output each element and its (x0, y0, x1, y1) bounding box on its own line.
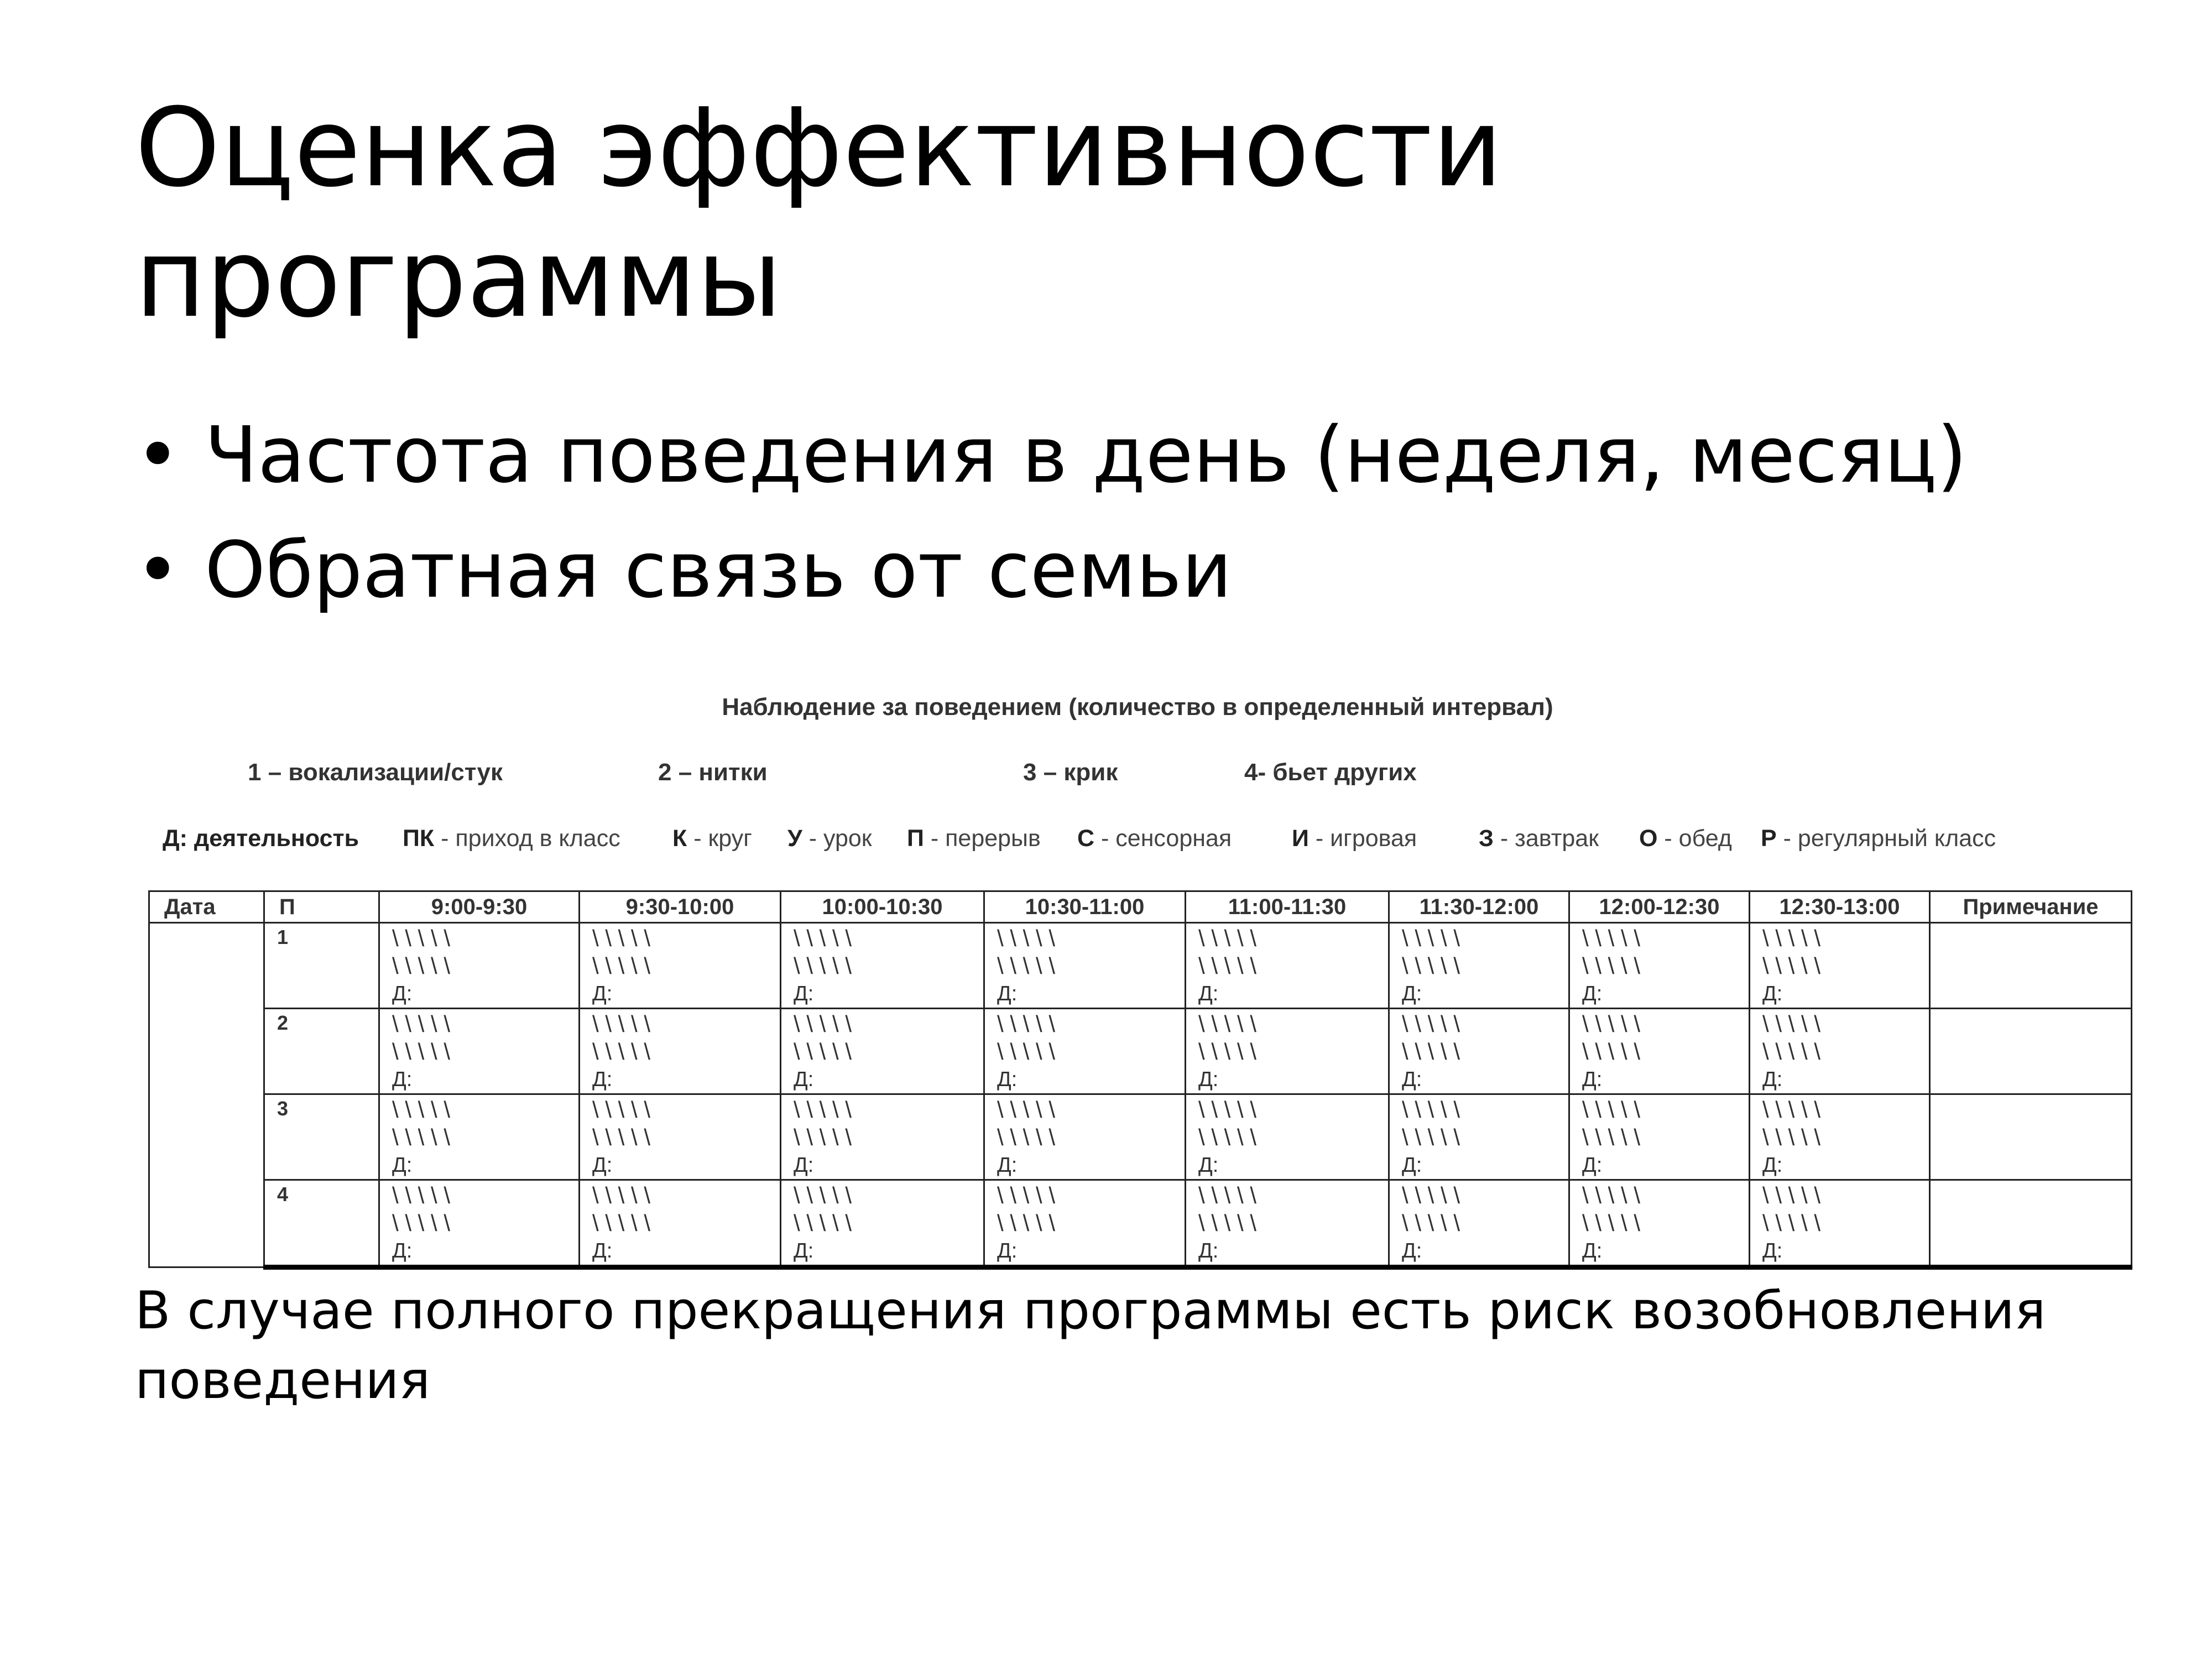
header-note: Примечание (1930, 891, 2132, 923)
tally-cell (984, 923, 1186, 1009)
activity-prefix: Д: (1198, 1068, 1219, 1091)
tally-marks: \ \ \ \ \ (392, 953, 451, 979)
tally-marks: \ \ \ \ \ (1762, 1210, 1821, 1236)
activity-prefix: Д: (1402, 1239, 1422, 1262)
activity-prefix: Д: (392, 982, 413, 1005)
activity-prefix: Д: (1402, 1068, 1422, 1091)
activity-prefix: Д: (794, 982, 814, 1005)
activity-prefix: Д: (1762, 1239, 1783, 1262)
activity-item: И - игровая (1292, 825, 1417, 852)
activity-item: П - перерыв (907, 825, 1041, 852)
bullet-text: Частота поведения в день (неделя, месяц) (205, 410, 1968, 500)
activity-item: Р - регулярный класс (1761, 825, 1996, 852)
tally-marks: \ \ \ \ \ (794, 1124, 852, 1150)
tally-marks: \ \ \ \ \ (1198, 1011, 1257, 1037)
activity-prefix: Д: (997, 1154, 1018, 1177)
tally-cell (379, 1180, 580, 1267)
activity-prefix: Д: (1582, 982, 1603, 1005)
note-cell (1930, 1009, 2132, 1094)
form-title: Наблюдение за поведением (количество в определенный интервал) (722, 693, 1553, 721)
activity-prefix: Д: (1762, 982, 1783, 1005)
tally-marks: \ \ \ \ \ (1198, 925, 1257, 951)
activity-prefix: Д: (1198, 982, 1219, 1005)
tally-marks: \ \ \ \ \ (592, 953, 651, 979)
activity-item: К - круг (672, 825, 752, 852)
activity-prefix: Д: (1198, 1154, 1219, 1177)
activity-prefix: Д: (1582, 1068, 1603, 1091)
tally-cell (1186, 1009, 1389, 1094)
activity-prefix: Д: (1582, 1154, 1603, 1177)
tally-marks: \ \ \ \ \ (392, 1011, 451, 1037)
tally-marks: \ \ \ \ \ (392, 1124, 451, 1150)
header-interval: 10:00-10:30 (781, 891, 984, 923)
tally-cell (1750, 1009, 1930, 1094)
activity-prefix: Д: (794, 1154, 814, 1177)
activity-prefix: Д: (392, 1068, 413, 1091)
table-row (149, 923, 2132, 1009)
behavior-item: 1 – вокализации/стук (248, 759, 503, 786)
bullet-text: Обратная связь от семьи (205, 525, 1232, 615)
tally-marks: \ \ \ \ \ (794, 1011, 852, 1037)
behavior-item: 2 – нитки (658, 759, 768, 786)
tally-cell (1186, 923, 1389, 1009)
behavior-number: 4 (277, 1183, 289, 1206)
tally-cell (1186, 1180, 1389, 1267)
tally-cell (781, 1009, 984, 1094)
header-interval: 12:00-12:30 (1569, 891, 1750, 923)
tally-marks: \ \ \ \ \ (392, 1039, 451, 1065)
tally-marks: \ \ \ \ \ (997, 1011, 1056, 1037)
tally-marks: \ \ \ \ \ (392, 1097, 451, 1123)
behavior-number-cell (264, 1009, 379, 1094)
tally-marks: \ \ \ \ \ (1582, 953, 1641, 979)
tally-marks: \ \ \ \ \ (392, 1182, 451, 1208)
tally-marks: \ \ \ \ \ (1198, 1182, 1257, 1208)
activity-prefix: Д: (592, 982, 613, 1005)
tally-cell (1389, 1180, 1569, 1267)
tally-marks: \ \ \ \ \ (1402, 925, 1460, 951)
tally-cell (1186, 1094, 1389, 1180)
tally-cell (984, 1009, 1186, 1094)
observation-form-image (145, 680, 2130, 1277)
behavior-number-cell (264, 923, 379, 1009)
bullet-item (135, 513, 1967, 628)
behavior-number: 2 (277, 1011, 289, 1034)
header-interval: 11:30-12:00 (1389, 891, 1569, 923)
tally-marks: \ \ \ \ \ (794, 1182, 852, 1208)
tally-marks: \ \ \ \ \ (392, 1210, 451, 1236)
observation-table (148, 890, 2132, 1270)
tally-cell (580, 923, 781, 1009)
activity-prefix: Д: (1762, 1154, 1783, 1177)
tally-marks: \ \ \ \ \ (997, 1039, 1056, 1065)
tally-cell (781, 1094, 984, 1180)
tally-marks: \ \ \ \ \ (1582, 1124, 1641, 1150)
tally-marks: \ \ \ \ \ (997, 1210, 1056, 1236)
activity-prefix: Д: (997, 982, 1018, 1005)
tally-marks: \ \ \ \ \ (1762, 1011, 1821, 1037)
behavior-number-cell (264, 1180, 379, 1267)
tally-marks: \ \ \ \ \ (1402, 1182, 1460, 1208)
tally-marks: \ \ \ \ \ (1762, 1097, 1821, 1123)
activity-prefix: Д: (392, 1154, 413, 1177)
tally-marks: \ \ \ \ \ (794, 1039, 852, 1065)
header-interval: 9:00-9:30 (379, 891, 580, 923)
tally-marks: \ \ \ \ \ (1198, 1097, 1257, 1123)
table-row (149, 1094, 2132, 1180)
tally-marks: \ \ \ \ \ (1198, 1039, 1257, 1065)
bullet-marker: • (135, 410, 181, 500)
tally-marks: \ \ \ \ \ (1402, 1039, 1460, 1065)
tally-cell (379, 1009, 580, 1094)
tally-cell (1389, 1009, 1569, 1094)
tally-marks: \ \ \ \ \ (592, 1011, 651, 1037)
activity-prefix: Д: (592, 1154, 613, 1177)
tally-cell (1569, 923, 1750, 1009)
activity-item: С - сенсорная (1077, 825, 1232, 852)
tally-marks: \ \ \ \ \ (1198, 1124, 1257, 1150)
tally-marks: \ \ \ \ \ (592, 1097, 651, 1123)
activity-item: ПК - приход в класс (403, 825, 620, 852)
table-row (149, 1180, 2132, 1267)
tally-marks: \ \ \ \ \ (592, 1124, 651, 1150)
tally-marks: \ \ \ \ \ (794, 1097, 852, 1123)
tally-marks: \ \ \ \ \ (1402, 1011, 1460, 1037)
activity-prefix: Д: (1582, 1239, 1603, 1262)
activity-item: У - урок (787, 825, 872, 852)
behavior-number-cell (264, 1094, 379, 1180)
note-cell (1930, 1180, 2132, 1267)
tally-marks: \ \ \ \ \ (1762, 1124, 1821, 1150)
activity-prefix: Д: (997, 1068, 1018, 1091)
tally-marks: \ \ \ \ \ (1582, 1097, 1641, 1123)
tally-cell (1389, 1094, 1569, 1180)
behavior-item: 3 – крик (1023, 759, 1118, 786)
activity-prefix: Д: (1402, 982, 1422, 1005)
tally-marks: \ \ \ \ \ (1582, 1210, 1641, 1236)
tally-cell (379, 1094, 580, 1180)
tally-cell (984, 1094, 1186, 1180)
tally-marks: \ \ \ \ \ (392, 925, 451, 951)
tally-marks: \ \ \ \ \ (1582, 1011, 1641, 1037)
tally-marks: \ \ \ \ \ (997, 925, 1056, 951)
tally-marks: \ \ \ \ \ (1582, 1039, 1641, 1065)
tally-marks: \ \ \ \ \ (1762, 1039, 1821, 1065)
tally-marks: \ \ \ \ \ (1582, 925, 1641, 951)
behavior-number: 1 (277, 926, 289, 948)
header-interval: 9:30-10:00 (580, 891, 781, 923)
activity-prefix: Д: (592, 1068, 613, 1091)
bullet-item (135, 398, 1967, 513)
table-header-row (149, 891, 2132, 923)
tally-cell (580, 1094, 781, 1180)
tally-cell (984, 1180, 1186, 1267)
activity-prefix: Д: (794, 1068, 814, 1091)
tally-marks: \ \ \ \ \ (592, 1182, 651, 1208)
activity-prefix: Д: (997, 1239, 1018, 1262)
table-body (149, 923, 2132, 1267)
tally-marks: \ \ \ \ \ (1402, 1097, 1460, 1123)
tally-cell (1569, 1094, 1750, 1180)
tally-cell (1389, 923, 1569, 1009)
tally-marks: \ \ \ \ \ (997, 1182, 1056, 1208)
activity-prefix: Д: (1402, 1154, 1422, 1177)
tally-cell (379, 923, 580, 1009)
tally-marks: \ \ \ \ \ (794, 925, 852, 951)
tally-marks: \ \ \ \ \ (1762, 1182, 1821, 1208)
header-interval: 11:00-11:30 (1186, 891, 1389, 923)
activity-prefix: Д: (1762, 1068, 1783, 1091)
tally-marks: \ \ \ \ \ (794, 953, 852, 979)
slide-title: Оценка эффективности программы (135, 85, 1503, 342)
header-date: Дата (149, 891, 264, 923)
footer-note: В случае полного прекращения программы есть риск возобновления поведения (135, 1281, 2046, 1411)
tally-cell (781, 1180, 984, 1267)
activity-prefix: Д: (794, 1239, 814, 1262)
tally-cell (1750, 1094, 1930, 1180)
note-cell (1930, 923, 2132, 1009)
tally-cell (1750, 923, 1930, 1009)
tally-marks: \ \ \ \ \ (997, 1124, 1056, 1150)
tally-marks: \ \ \ \ \ (997, 1097, 1056, 1123)
tally-marks: \ \ \ \ \ (1762, 925, 1821, 951)
activity-item: О - обед (1639, 825, 1732, 852)
activity-prefix: Д: (1198, 1239, 1219, 1262)
bullet-marker: • (135, 525, 181, 615)
tally-cell (1569, 1009, 1750, 1094)
behavior-number: 3 (277, 1097, 289, 1120)
header-p: П (264, 891, 379, 923)
tally-marks: \ \ \ \ \ (592, 1039, 651, 1065)
tally-marks: \ \ \ \ \ (1762, 953, 1821, 979)
date-cell (149, 923, 264, 1267)
activity-legend-label: Д: деятельность (163, 825, 359, 852)
activity-prefix: Д: (392, 1239, 413, 1262)
activity-prefix: Д: (592, 1239, 613, 1262)
behavior-item: 4- бьет других (1244, 759, 1417, 786)
header-interval: 12:30-13:00 (1750, 891, 1930, 923)
tally-marks: \ \ \ \ \ (1402, 1210, 1460, 1236)
tally-marks: \ \ \ \ \ (1198, 953, 1257, 979)
tally-marks: \ \ \ \ \ (1402, 1124, 1460, 1150)
tally-marks: \ \ \ \ \ (592, 1210, 651, 1236)
table-row (149, 1009, 2132, 1094)
tally-marks: \ \ \ \ \ (997, 953, 1056, 979)
bullet-list (135, 398, 1967, 628)
tally-cell (580, 1180, 781, 1267)
header-interval: 10:30-11:00 (984, 891, 1186, 923)
tally-marks: \ \ \ \ \ (1582, 1182, 1641, 1208)
tally-marks: \ \ \ \ \ (592, 925, 651, 951)
tally-cell (1750, 1180, 1930, 1267)
tally-cell (1569, 1180, 1750, 1267)
tally-cell (580, 1009, 781, 1094)
note-cell (1930, 1094, 2132, 1180)
tally-marks: \ \ \ \ \ (1198, 1210, 1257, 1236)
tally-cell (781, 923, 984, 1009)
tally-marks: \ \ \ \ \ (1402, 953, 1460, 979)
activity-item: З - завтрак (1479, 825, 1599, 852)
tally-marks: \ \ \ \ \ (794, 1210, 852, 1236)
